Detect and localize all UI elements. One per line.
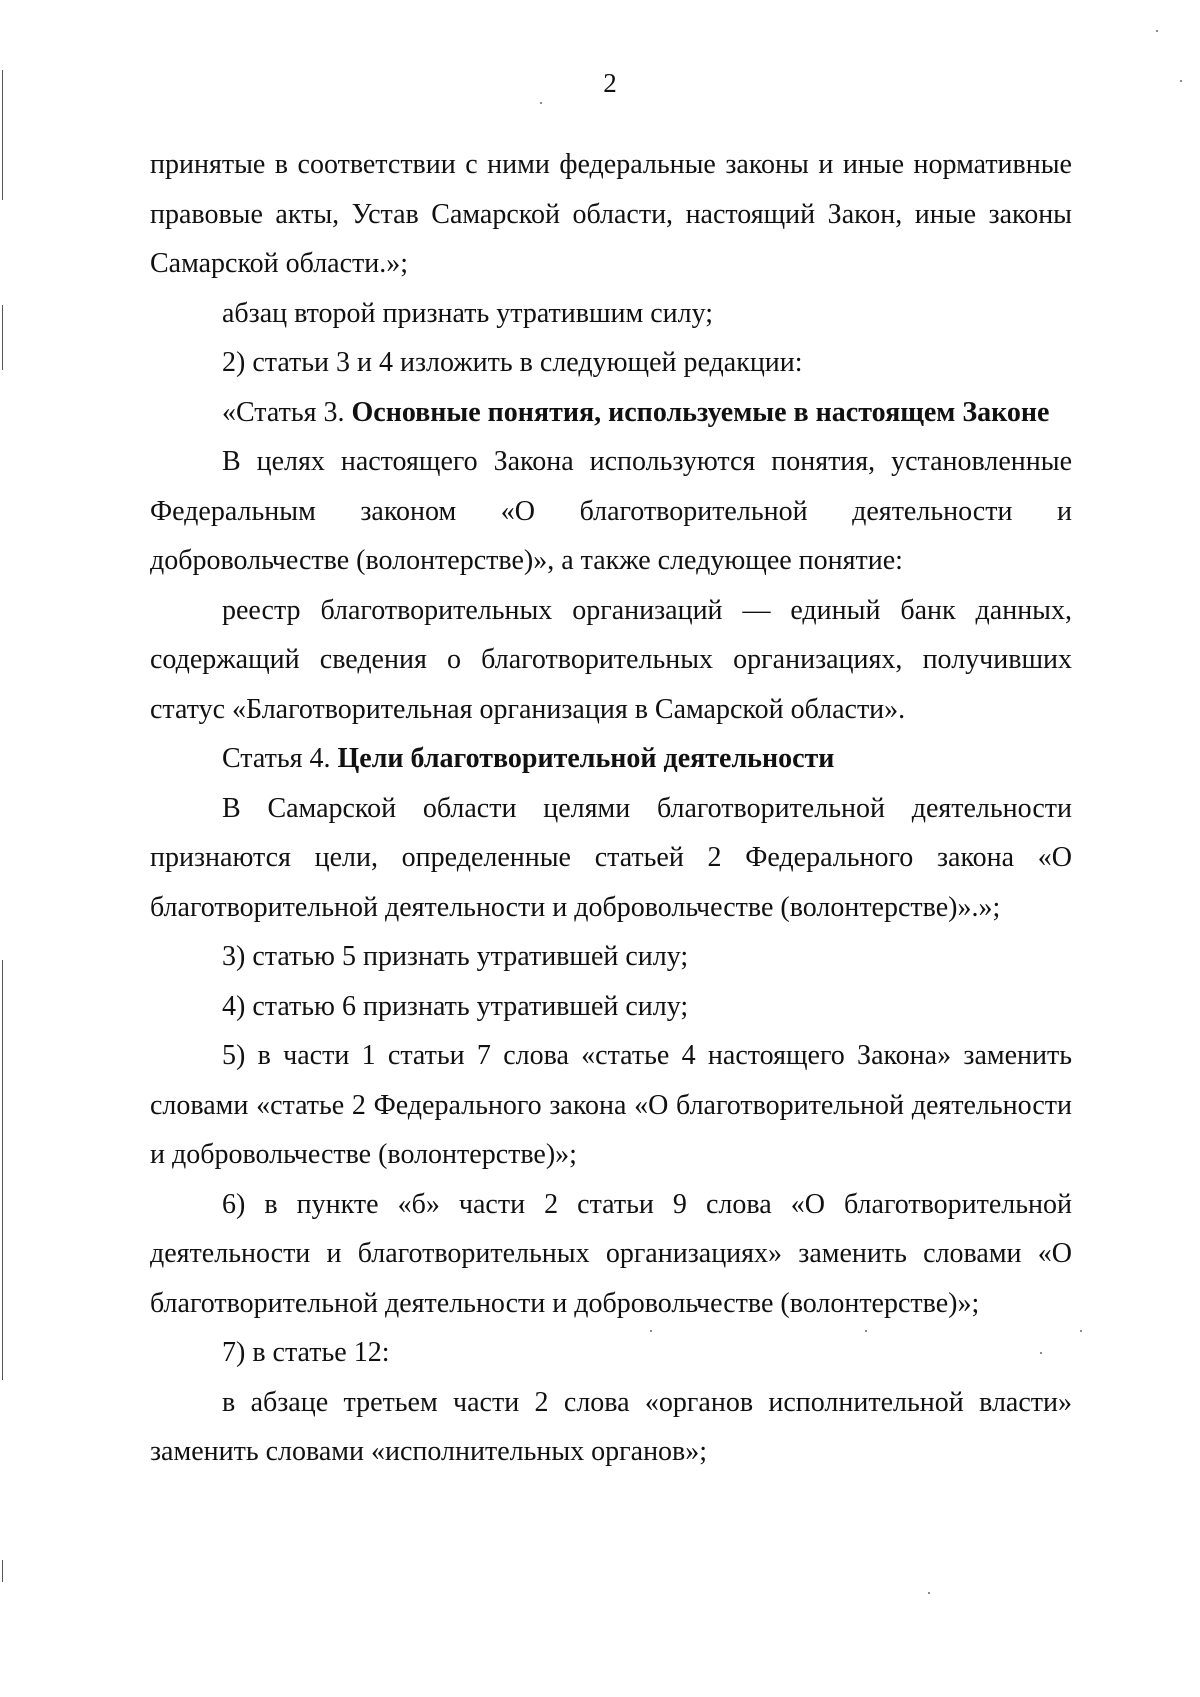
paragraph-10: 4) статью 6 признать утратившей силу; <box>222 990 689 1022</box>
scan-speck <box>1080 1330 1082 1332</box>
paragraph-3: 2) статьи 3 и 4 изложить в следующей редакции: <box>222 347 803 378</box>
scan-artifact <box>2 1560 3 1582</box>
article-3-heading <box>150 388 1072 438</box>
paragraph-12: 6) в пункте «б» части 2 статьи 9 слова «О благотворительной деятельности и благотворительных организациях» заменить словами «О благотворительной деятельности и добровольчестве (волонтерстве)»; <box>150 1188 1072 1319</box>
paragraph-2: абзац второй признать утратившим силу; <box>222 297 714 329</box>
article-4-heading <box>150 734 1072 784</box>
paragraph-14: в абзаце третьем части 2 слова «органов исполнительной власти» заменить словами «исполнительных органов»; <box>150 1386 1072 1467</box>
scan-speck <box>1156 30 1158 32</box>
paragraph-9: 3) статью 5 признать утратившей силу; <box>222 941 689 972</box>
page-number: 2 <box>603 68 617 98</box>
paragraph-13: 7) в статье 12: <box>222 1337 390 1368</box>
document-body <box>150 140 1072 1477</box>
scan-speck <box>928 1592 930 1594</box>
paragraph-1: принятые в соответствии с ними федеральные законы и иные нормативные правовые акты, Устав Самарской области, настоящий Закон, иные законы Самарской области.»; <box>150 149 1072 279</box>
paragraph-6: реестр благотворительных организаций — единый банк данных, содержащий сведения о благотворительных организациях, получивших статус «Благотворительная организация в Самарской области». <box>150 594 1072 725</box>
article-4-label: Статья 4. <box>222 743 338 774</box>
paragraph-5: В целях настоящего Закона используются понятия, установленные Федеральным законом «О благотворительной деятельности и добровольчестве (волонтерстве)», а также следующее понятие: <box>150 446 1072 576</box>
scan-speck <box>540 102 542 104</box>
scan-artifact <box>2 960 3 1380</box>
article-3-label: «Статья 3. <box>222 396 352 428</box>
paragraph-8: В Самарской области целями благотворительной деятельности признаются цели, определенные статьей 2 Федерального закона «О благотворительной деятельности и добровольчестве (волонтерстве)».»; <box>150 792 1072 923</box>
paragraph-11: 5) в части 1 статьи 7 слова «статье 4 настоящего Закона» заменить словами «статье 2 Федерального закона «О благотворительной деятельности и добровольчестве (волонтерстве)»; <box>150 1040 1072 1170</box>
scan-artifact <box>2 305 3 370</box>
article-4-title: Цели благотворительной деятельности <box>337 743 835 774</box>
article-3-title: Основные понятия, используемые в настоящем Законе <box>351 396 1050 428</box>
